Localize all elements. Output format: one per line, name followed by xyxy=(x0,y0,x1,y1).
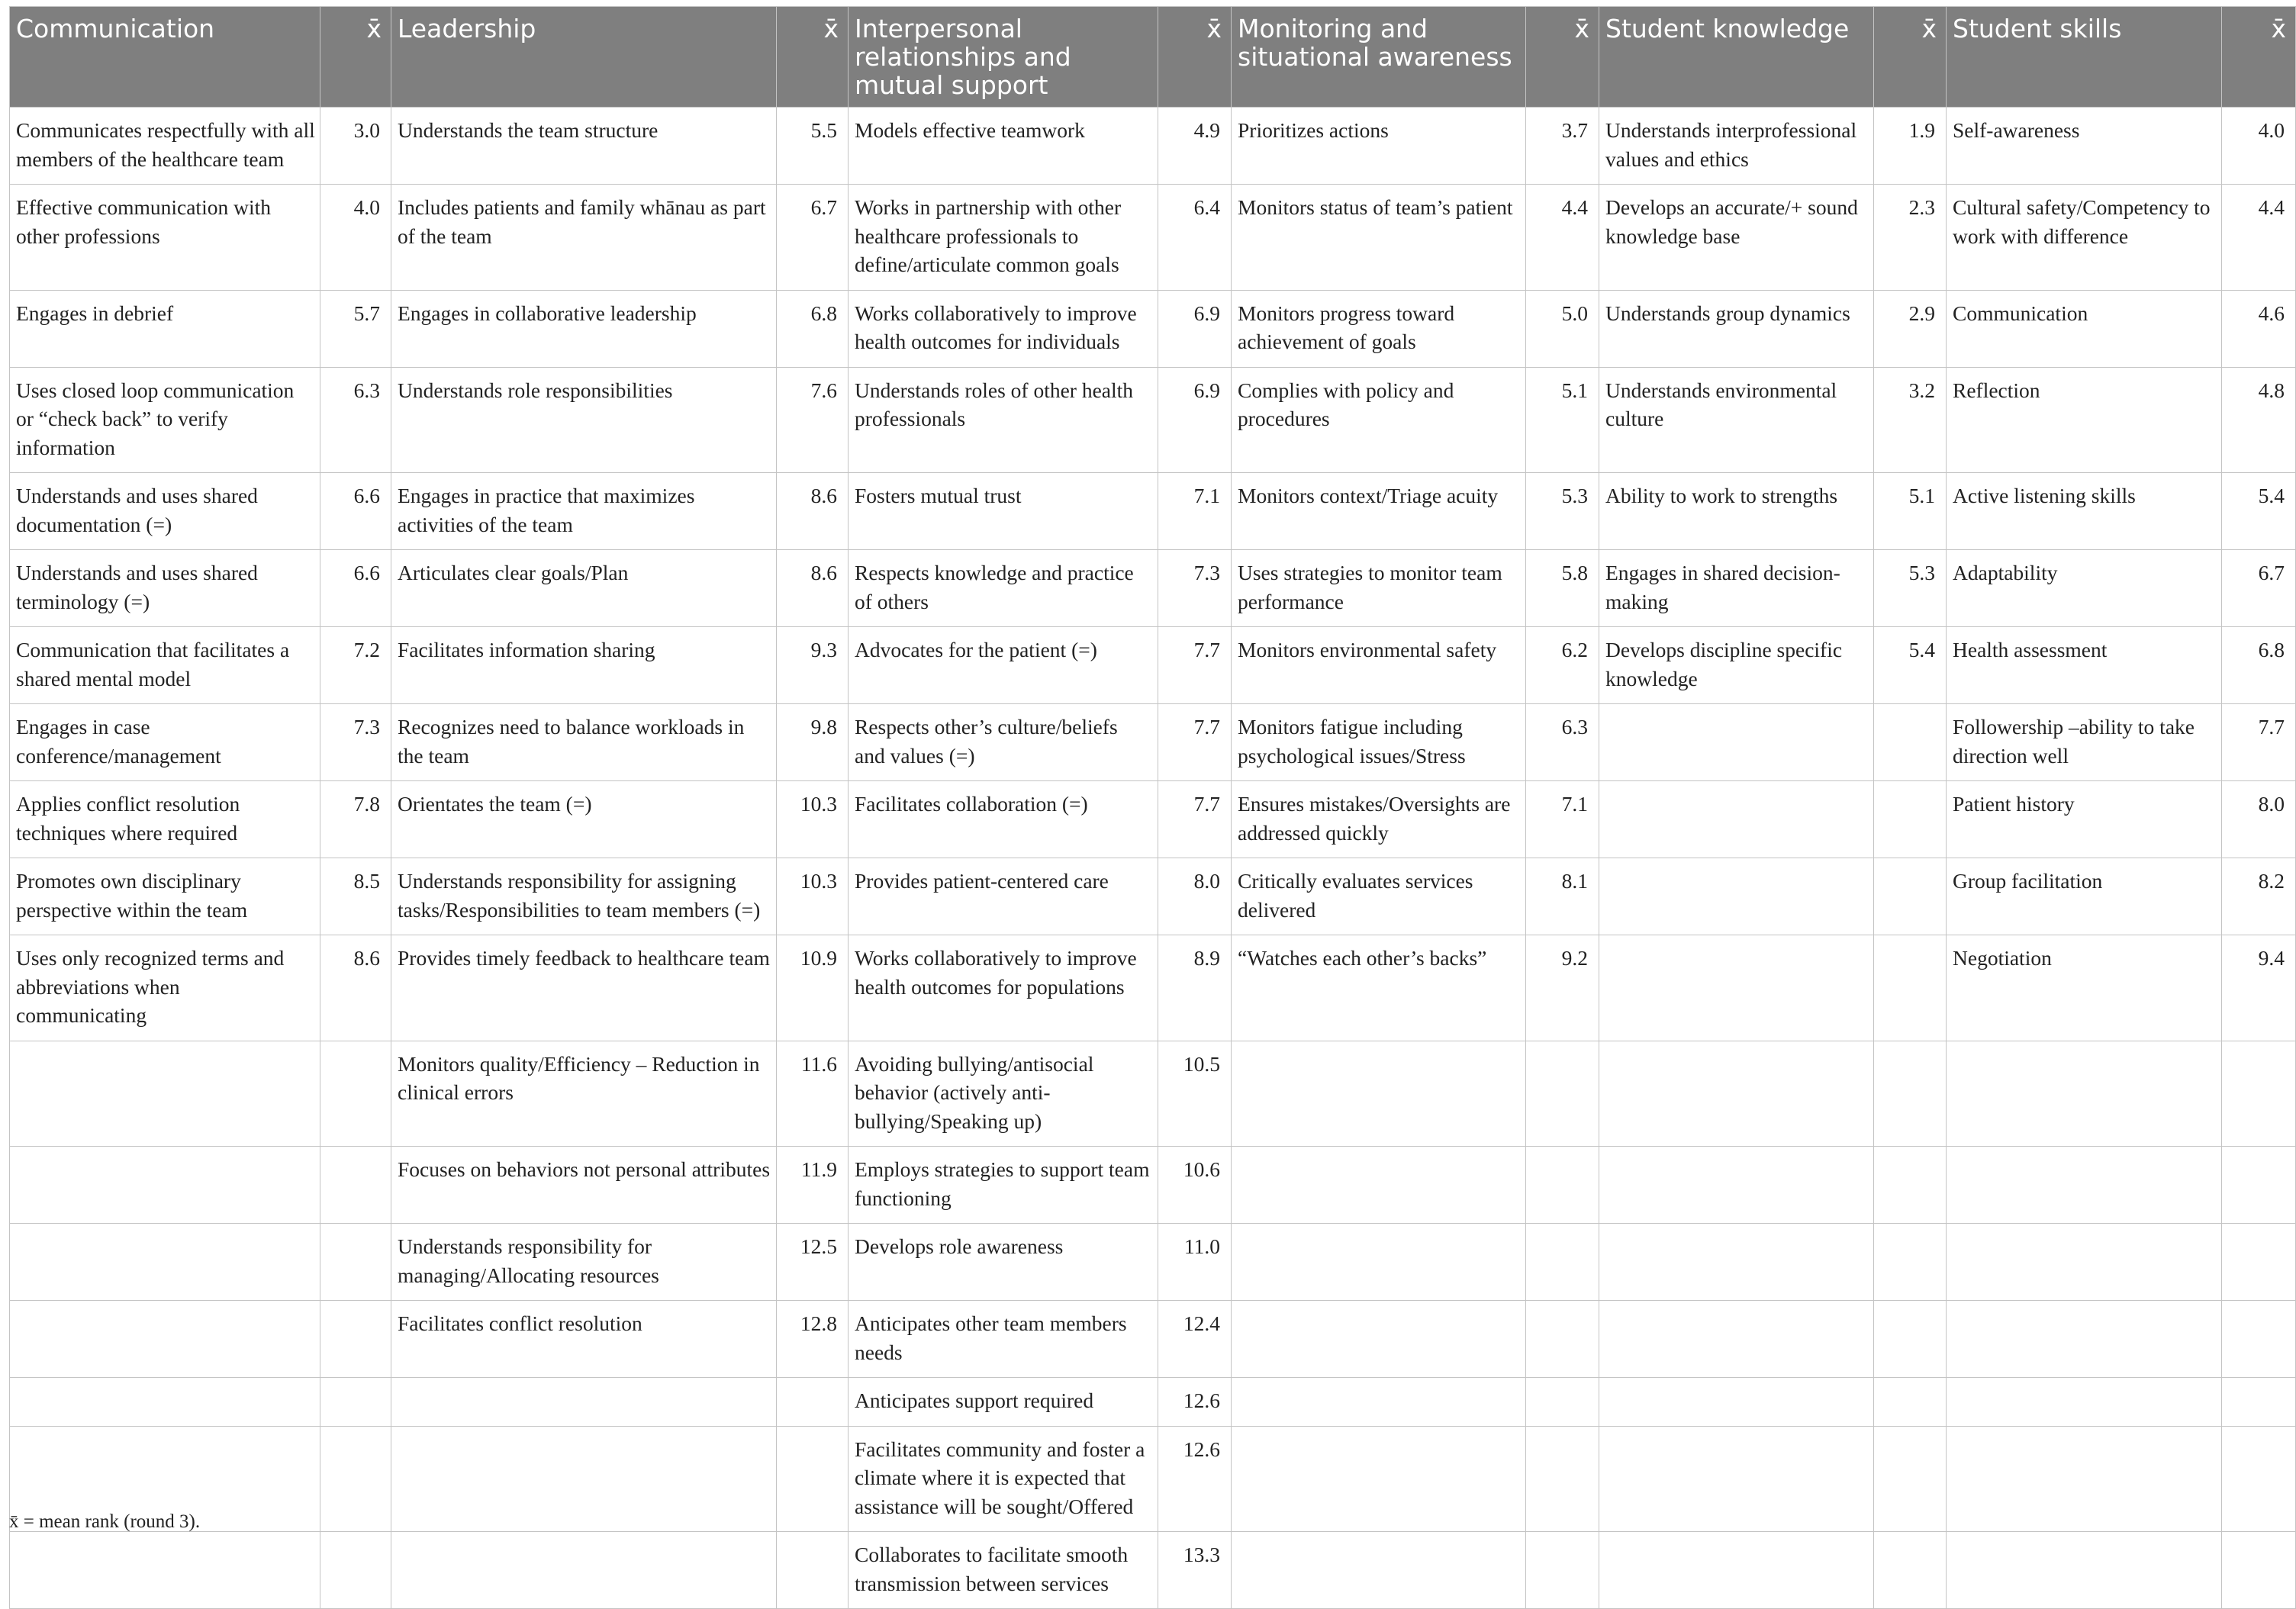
table-row xyxy=(10,935,2296,1041)
competency-cell xyxy=(391,1532,777,1609)
competency-cell: Engages in collaborative leadership xyxy=(391,290,777,367)
mean-rank-cell: 6.2 xyxy=(1526,627,1599,704)
competency-cell xyxy=(1599,704,1874,781)
header-category: Monitoring and situational awareness xyxy=(1232,7,1526,108)
mean-rank-cell: 4.8 xyxy=(2222,367,2296,473)
competency-cell: Applies conflict resolution techniques where required xyxy=(10,781,320,858)
competency-cell xyxy=(391,1426,777,1532)
competency-cell: Patient history xyxy=(1947,781,2222,858)
mean-rank-cell: 7.1 xyxy=(1526,781,1599,858)
competency-cell: Active listening skills xyxy=(1947,473,2222,550)
competency-cell xyxy=(1947,1041,2222,1147)
header-category: Interpersonal relationships and mutual support xyxy=(849,7,1158,108)
competency-cell: Understands roles of other health professionals xyxy=(849,367,1158,473)
table-row xyxy=(10,858,2296,935)
competency-cell: Adaptability xyxy=(1947,550,2222,627)
mean-rank-cell: 7.3 xyxy=(320,704,391,781)
table-header-row xyxy=(10,7,2296,108)
mean-rank-cell: 6.3 xyxy=(1526,704,1599,781)
mean-rank-cell: 12.5 xyxy=(777,1224,849,1301)
mean-rank-cell xyxy=(1526,1378,1599,1427)
competency-cell: Engages in practice that maximizes activities of the team xyxy=(391,473,777,550)
table-row xyxy=(10,290,2296,367)
mean-rank-cell: 5.4 xyxy=(2222,473,2296,550)
competency-cell: Group facilitation xyxy=(1947,858,2222,935)
mean-rank-cell: 5.3 xyxy=(1874,550,1947,627)
mean-rank-cell: 7.2 xyxy=(320,627,391,704)
competency-cell: Focuses on behaviors not personal attributes xyxy=(391,1147,777,1224)
competency-cell xyxy=(1232,1224,1526,1301)
competency-cell: Understands role responsibilities xyxy=(391,367,777,473)
mean-rank-cell: 6.6 xyxy=(320,550,391,627)
competency-cell xyxy=(10,1224,320,1301)
competency-cell: Uses strategies to monitor team performance xyxy=(1232,550,1526,627)
competency-cell: Anticipates support required xyxy=(849,1378,1158,1427)
competency-cell xyxy=(1232,1378,1526,1427)
competency-cell xyxy=(1947,1224,2222,1301)
competency-cell xyxy=(1599,1532,1874,1609)
mean-rank-cell: 8.6 xyxy=(777,473,849,550)
mean-rank-cell: 12.6 xyxy=(1158,1426,1232,1532)
mean-rank-cell xyxy=(2222,1301,2296,1378)
table-row xyxy=(10,1147,2296,1224)
mean-rank-cell xyxy=(777,1378,849,1427)
competency-cell: Understands the team structure xyxy=(391,108,777,185)
competency-cell xyxy=(1599,1378,1874,1427)
competency-cell: Understands environmental culture xyxy=(1599,367,1874,473)
competency-cell xyxy=(1947,1378,2222,1427)
competency-cell: Self-awareness xyxy=(1947,108,2222,185)
competency-cell xyxy=(1232,1532,1526,1609)
competency-cell: Collaborates to facilitate smooth transmission between services xyxy=(849,1532,1158,1609)
mean-rank-cell xyxy=(1526,1426,1599,1532)
mean-rank-cell xyxy=(1526,1532,1599,1609)
competency-cell: Health assessment xyxy=(1947,627,2222,704)
competency-cell xyxy=(1599,1426,1874,1532)
mean-rank-cell xyxy=(2222,1147,2296,1224)
table-container xyxy=(9,6,2286,1609)
mean-rank-cell: 10.9 xyxy=(777,935,849,1041)
header-category: Student skills xyxy=(1947,7,2222,108)
table-row xyxy=(10,1532,2296,1609)
competency-cell xyxy=(391,1378,777,1427)
competency-cell: Understands responsibility for managing/Allocating resources xyxy=(391,1224,777,1301)
competency-cell: Avoiding bullying/antisocial behavior (actively anti-bullying/Speaking up) xyxy=(849,1041,1158,1147)
competency-cell: Understands and uses shared documentation (=) xyxy=(10,473,320,550)
mean-rank-cell: 3.7 xyxy=(1526,108,1599,185)
competency-cell xyxy=(10,1041,320,1147)
competency-cell xyxy=(1599,1301,1874,1378)
competency-cell: Includes patients and family whānau as part of the team xyxy=(391,185,777,291)
header-category: Leadership xyxy=(391,7,777,108)
mean-rank-cell: 7.7 xyxy=(1158,704,1232,781)
mean-rank-cell: 3.0 xyxy=(320,108,391,185)
mean-rank-cell: 4.4 xyxy=(1526,185,1599,291)
mean-rank-cell xyxy=(1874,935,1947,1041)
header-mean-rank: x̄ xyxy=(320,7,391,108)
header-mean-rank: x̄ xyxy=(2222,7,2296,108)
competency-cell xyxy=(1599,858,1874,935)
mean-rank-cell: 4.0 xyxy=(2222,108,2296,185)
competency-cell: Articulates clear goals/Plan xyxy=(391,550,777,627)
mean-rank-cell xyxy=(1874,1532,1947,1609)
competency-cell: Anticipates other team members needs xyxy=(849,1301,1158,1378)
mean-rank-cell: 12.8 xyxy=(777,1301,849,1378)
header-category: Communication xyxy=(10,7,320,108)
mean-rank-cell: 7.3 xyxy=(1158,550,1232,627)
competency-cell: Uses only recognized terms and abbreviations when communicating xyxy=(10,935,320,1041)
mean-rank-cell: 11.9 xyxy=(777,1147,849,1224)
competency-cell: Understands interprofessional values and ethics xyxy=(1599,108,1874,185)
competency-cell: Develops role awareness xyxy=(849,1224,1158,1301)
mean-rank-cell: 6.7 xyxy=(2222,550,2296,627)
competency-cell: Advocates for the patient (=) xyxy=(849,627,1158,704)
mean-rank-cell: 4.4 xyxy=(2222,185,2296,291)
competency-cell xyxy=(1599,1041,1874,1147)
competency-cell: Facilitates community and foster a climate where it is expected that assistance will be sought/Offered xyxy=(849,1426,1158,1532)
competency-cell: Engages in shared decision-making xyxy=(1599,550,1874,627)
mean-rank-cell: 4.9 xyxy=(1158,108,1232,185)
competency-cell: Works collaboratively to improve health outcomes for populations xyxy=(849,935,1158,1041)
mean-rank-cell xyxy=(1874,781,1947,858)
mean-rank-cell: 8.6 xyxy=(777,550,849,627)
table-row xyxy=(10,185,2296,291)
mean-rank-cell: 7.8 xyxy=(320,781,391,858)
competency-cell: Monitors context/Triage acuity xyxy=(1232,473,1526,550)
mean-rank-cell xyxy=(1874,1378,1947,1427)
mean-rank-cell xyxy=(1526,1224,1599,1301)
competency-cell: Models effective teamwork xyxy=(849,108,1158,185)
mean-rank-cell: 6.6 xyxy=(320,473,391,550)
mean-rank-cell: 3.2 xyxy=(1874,367,1947,473)
header-category: Student knowledge xyxy=(1599,7,1874,108)
table-row xyxy=(10,781,2296,858)
mean-rank-cell: 6.9 xyxy=(1158,290,1232,367)
mean-rank-cell xyxy=(320,1532,391,1609)
competency-cell: Develops discipline specific knowledge xyxy=(1599,627,1874,704)
competency-cell: “Watches each other’s backs” xyxy=(1232,935,1526,1041)
competency-cell: Effective communication with other professions xyxy=(10,185,320,291)
mean-rank-cell: 11.0 xyxy=(1158,1224,1232,1301)
competency-cell: Communicates respectfully with all members of the healthcare team xyxy=(10,108,320,185)
competency-cell xyxy=(1947,1532,2222,1609)
competency-cell: Communication that facilitates a shared mental model xyxy=(10,627,320,704)
table-row xyxy=(10,627,2296,704)
table-row xyxy=(10,1224,2296,1301)
mean-rank-cell: 13.3 xyxy=(1158,1532,1232,1609)
mean-rank-cell: 5.1 xyxy=(1874,473,1947,550)
mean-rank-cell: 8.1 xyxy=(1526,858,1599,935)
competency-cell xyxy=(1947,1301,2222,1378)
mean-rank-cell xyxy=(1874,1041,1947,1147)
competency-cell: Respects knowledge and practice of others xyxy=(849,550,1158,627)
competency-cell: Understands group dynamics xyxy=(1599,290,1874,367)
competency-cell xyxy=(10,1378,320,1427)
mean-rank-cell: 5.3 xyxy=(1526,473,1599,550)
competency-cell xyxy=(1599,935,1874,1041)
competency-cell xyxy=(1599,1147,1874,1224)
mean-rank-cell: 12.4 xyxy=(1158,1301,1232,1378)
mean-rank-cell: 1.9 xyxy=(1874,108,1947,185)
mean-rank-cell: 10.5 xyxy=(1158,1041,1232,1147)
competency-cell: Facilitates collaboration (=) xyxy=(849,781,1158,858)
table-row xyxy=(10,704,2296,781)
mean-rank-cell: 6.7 xyxy=(777,185,849,291)
competency-cell: Monitors environmental safety xyxy=(1232,627,1526,704)
competency-cell: Monitors quality/Efficiency – Reduction in clinical errors xyxy=(391,1041,777,1147)
mean-rank-cell: 12.6 xyxy=(1158,1378,1232,1427)
mean-rank-cell xyxy=(2222,1224,2296,1301)
competency-cell: Facilitates information sharing xyxy=(391,627,777,704)
competency-cell: Engages in debrief xyxy=(10,290,320,367)
header-mean-rank: x̄ xyxy=(777,7,849,108)
competency-cell: Develops an accurate/+ sound knowledge base xyxy=(1599,185,1874,291)
mean-rank-cell: 5.1 xyxy=(1526,367,1599,473)
competency-cell xyxy=(1232,1301,1526,1378)
competency-cell: Respects other’s culture/beliefs and values (=) xyxy=(849,704,1158,781)
competency-cell xyxy=(1947,1426,2222,1532)
competency-cell: Works collaboratively to improve health outcomes for individuals xyxy=(849,290,1158,367)
competency-cell: Facilitates conflict resolution xyxy=(391,1301,777,1378)
competency-cell xyxy=(10,1147,320,1224)
table-footnote: x̄ = mean rank (round 3). xyxy=(9,1511,201,1532)
mean-rank-cell xyxy=(320,1426,391,1532)
table-row xyxy=(10,1426,2296,1532)
mean-rank-cell xyxy=(777,1426,849,1532)
mean-rank-cell: 9.8 xyxy=(777,704,849,781)
mean-rank-cell xyxy=(1526,1301,1599,1378)
header-mean-rank: x̄ xyxy=(1874,7,1947,108)
competency-cell: Uses closed loop communication or “check back” to verify information xyxy=(10,367,320,473)
mean-rank-cell: 8.6 xyxy=(320,935,391,1041)
mean-rank-cell: 6.9 xyxy=(1158,367,1232,473)
competency-cell: Critically evaluates services delivered xyxy=(1232,858,1526,935)
competency-cell: Orientates the team (=) xyxy=(391,781,777,858)
header-mean-rank: x̄ xyxy=(1158,7,1232,108)
mean-rank-cell xyxy=(2222,1378,2296,1427)
table-row xyxy=(10,550,2296,627)
mean-rank-cell xyxy=(1526,1147,1599,1224)
mean-rank-cell xyxy=(1874,1224,1947,1301)
competency-cell: Negotiation xyxy=(1947,935,2222,1041)
competency-cell: Provides patient-centered care xyxy=(849,858,1158,935)
competency-cell: Monitors fatigue including psychological issues/Stress xyxy=(1232,704,1526,781)
mean-rank-cell xyxy=(320,1147,391,1224)
mean-rank-cell: 8.2 xyxy=(2222,858,2296,935)
mean-rank-cell xyxy=(2222,1041,2296,1147)
mean-rank-cell: 8.0 xyxy=(1158,858,1232,935)
table-body xyxy=(10,108,2296,1609)
competency-mean-rank-table xyxy=(9,6,2296,1609)
table-row xyxy=(10,108,2296,185)
competency-cell: Complies with policy and procedures xyxy=(1232,367,1526,473)
competency-cell: Monitors status of team’s patient xyxy=(1232,185,1526,291)
competency-cell: Promotes own disciplinary perspective within the team xyxy=(10,858,320,935)
competency-cell: Understands and uses shared terminology (=) xyxy=(10,550,320,627)
table-row xyxy=(10,473,2296,550)
competency-cell: Reflection xyxy=(1947,367,2222,473)
mean-rank-cell: 5.4 xyxy=(1874,627,1947,704)
mean-rank-cell: 5.7 xyxy=(320,290,391,367)
competency-cell: Fosters mutual trust xyxy=(849,473,1158,550)
competency-cell: Recognizes need to balance workloads in the team xyxy=(391,704,777,781)
competency-cell: Employs strategies to support team functioning xyxy=(849,1147,1158,1224)
mean-rank-cell xyxy=(1526,1041,1599,1147)
mean-rank-cell xyxy=(1874,704,1947,781)
table-row xyxy=(10,1301,2296,1378)
mean-rank-cell xyxy=(1874,1301,1947,1378)
mean-rank-cell: 6.8 xyxy=(2222,627,2296,704)
mean-rank-cell: 5.5 xyxy=(777,108,849,185)
mean-rank-cell: 2.3 xyxy=(1874,185,1947,291)
mean-rank-cell: 6.4 xyxy=(1158,185,1232,291)
mean-rank-cell xyxy=(2222,1532,2296,1609)
mean-rank-cell: 5.8 xyxy=(1526,550,1599,627)
mean-rank-cell xyxy=(1874,1426,1947,1532)
competency-cell xyxy=(1232,1041,1526,1147)
mean-rank-cell xyxy=(777,1532,849,1609)
competency-cell xyxy=(10,1532,320,1609)
competency-cell xyxy=(1947,1147,2222,1224)
competency-cell xyxy=(1232,1147,1526,1224)
competency-cell: Followership –ability to take direction well xyxy=(1947,704,2222,781)
competency-cell xyxy=(1599,1224,1874,1301)
mean-rank-cell: 7.7 xyxy=(1158,627,1232,704)
competency-cell: Provides timely feedback to healthcare team xyxy=(391,935,777,1041)
mean-rank-cell: 7.7 xyxy=(2222,704,2296,781)
mean-rank-cell: 10.6 xyxy=(1158,1147,1232,1224)
competency-cell: Prioritizes actions xyxy=(1232,108,1526,185)
competency-cell: Understands responsibility for assigning tasks/Responsibilities to team members (=) xyxy=(391,858,777,935)
mean-rank-cell: 9.4 xyxy=(2222,935,2296,1041)
competency-cell: Works in partnership with other healthcare professionals to define/articulate common goals xyxy=(849,185,1158,291)
mean-rank-cell: 6.8 xyxy=(777,290,849,367)
header-mean-rank: x̄ xyxy=(1526,7,1599,108)
table-row xyxy=(10,1378,2296,1427)
mean-rank-cell: 9.3 xyxy=(777,627,849,704)
mean-rank-cell xyxy=(2222,1426,2296,1532)
competency-cell: Monitors progress toward achievement of goals xyxy=(1232,290,1526,367)
competency-cell: Cultural safety/Competency to work with difference xyxy=(1947,185,2222,291)
mean-rank-cell: 4.0 xyxy=(320,185,391,291)
mean-rank-cell: 5.0 xyxy=(1526,290,1599,367)
mean-rank-cell: 8.9 xyxy=(1158,935,1232,1041)
mean-rank-cell: 8.0 xyxy=(2222,781,2296,858)
mean-rank-cell: 7.7 xyxy=(1158,781,1232,858)
mean-rank-cell: 8.5 xyxy=(320,858,391,935)
mean-rank-cell: 11.6 xyxy=(777,1041,849,1147)
table-row xyxy=(10,367,2296,473)
mean-rank-cell xyxy=(320,1224,391,1301)
mean-rank-cell xyxy=(320,1378,391,1427)
mean-rank-cell: 7.6 xyxy=(777,367,849,473)
competency-cell xyxy=(1599,781,1874,858)
mean-rank-cell xyxy=(320,1041,391,1147)
mean-rank-cell: 7.1 xyxy=(1158,473,1232,550)
table-row xyxy=(10,1041,2296,1147)
competency-cell: Ensures mistakes/Oversights are addressed quickly xyxy=(1232,781,1526,858)
competency-cell xyxy=(1232,1426,1526,1532)
competency-cell: Ability to work to strengths xyxy=(1599,473,1874,550)
mean-rank-cell xyxy=(1874,1147,1947,1224)
competency-cell: Communication xyxy=(1947,290,2222,367)
mean-rank-cell: 10.3 xyxy=(777,781,849,858)
mean-rank-cell: 6.3 xyxy=(320,367,391,473)
mean-rank-cell: 4.6 xyxy=(2222,290,2296,367)
mean-rank-cell: 10.3 xyxy=(777,858,849,935)
mean-rank-cell xyxy=(320,1301,391,1378)
competency-cell: Engages in case conference/management xyxy=(10,704,320,781)
mean-rank-cell: 9.2 xyxy=(1526,935,1599,1041)
mean-rank-cell: 2.9 xyxy=(1874,290,1947,367)
mean-rank-cell xyxy=(1874,858,1947,935)
competency-cell xyxy=(10,1301,320,1378)
